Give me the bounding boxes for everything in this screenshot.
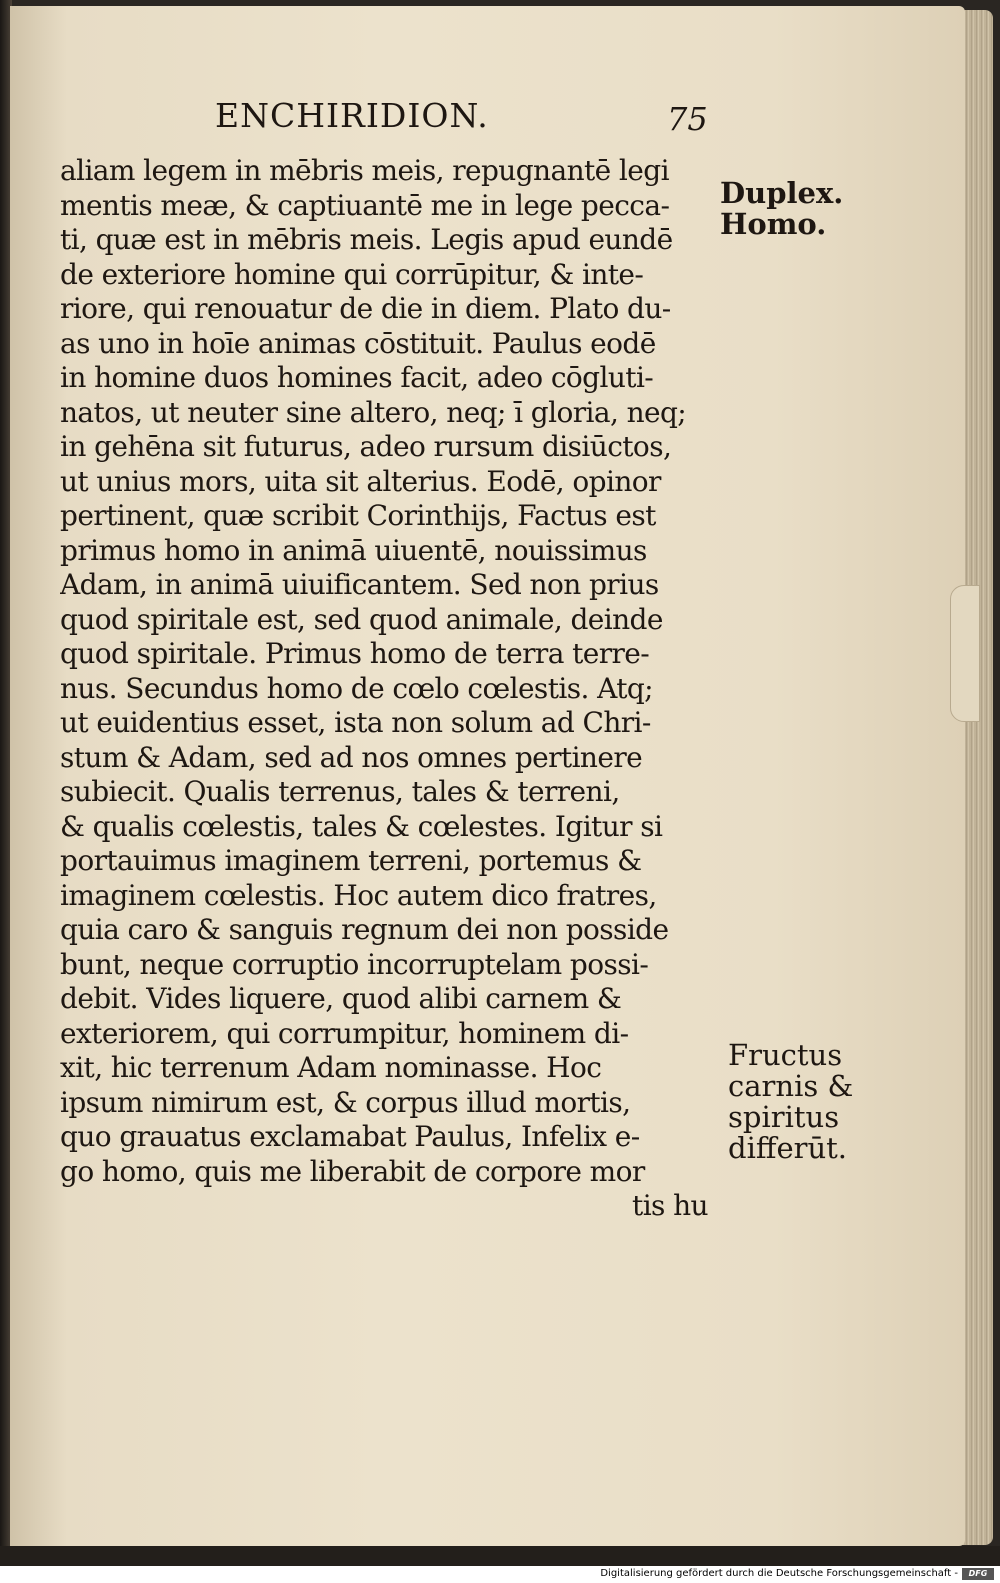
page-tab	[950, 585, 980, 722]
text-line: debit. Vides liquere, quod alibi carnem &	[60, 982, 622, 1015]
text-line: ut unius mors, uita sit alterius. Eodē, opinor	[60, 464, 661, 498]
text-line: quia caro & sanguis regnum dei non posside	[60, 913, 669, 946]
text-line: pertinent, quæ scribit Corinthijs, Factus est	[60, 499, 656, 532]
bottom-shadow	[0, 1546, 1000, 1566]
text-line: aliam legem in mēbris meis, repugnantē legi	[60, 154, 669, 187]
text-line: mentis meæ, & captiuantē me in lege pecca-	[60, 188, 670, 222]
text-line: ipsum nimirum est, & corpus illud mortis,	[60, 1085, 631, 1119]
text-line: stum & Adam, sed ad nos omnes pertinere	[60, 740, 643, 774]
text-line: nus. Secundus homo de cœlo cœlestis. Atq;	[60, 671, 654, 705]
margin-note-duplex-homo	[720, 178, 843, 240]
text-line: in gehēna sit futurus, adeo rursum disiūctos,	[60, 430, 672, 463]
margin-note-line: carnis &	[728, 1069, 854, 1103]
text-line: de exteriore homine qui corrūpitur, & inte-	[60, 257, 644, 291]
text-line: imaginem cœlestis. Hoc autem dico fratres,	[60, 878, 657, 912]
margin-note-line: differūt.	[728, 1131, 848, 1165]
digitization-credit: Digitalisierung gefördert durch die Deutsche Forschungsgemeinschaft -	[600, 1568, 958, 1579]
text-line: xit, hic terrenum Adam nominasse. Hoc	[60, 1051, 602, 1084]
text-line: quod spiritale est, sed quod animale, deinde	[60, 602, 663, 636]
text-line: in homine duos homines facit, adeo cōgluti-	[60, 361, 654, 394]
margin-note-fructus	[728, 1040, 853, 1164]
text-line: ut euidentius esset, ista non solum ad Chri-	[60, 706, 651, 739]
text-line: subiecit. Qualis terrenus, tales & terreni,	[60, 775, 620, 808]
text-line: as uno in hoīe animas cōstituit. Paulus eodē	[60, 326, 656, 360]
folio-number: 75	[667, 100, 708, 138]
text-line: primus homo in animā uiuentē, nouissimus	[60, 533, 647, 567]
margin-note-line: spiritus	[728, 1100, 840, 1134]
text-line: portauimus imaginem terreni, portemus &	[60, 844, 642, 877]
running-head: ENCHIRIDION.	[215, 96, 489, 135]
margin-note-line: Fructus	[728, 1038, 843, 1072]
margin-note-line: Duplex.	[720, 176, 844, 210]
text-line: quod spiritale. Primus homo de terra terre-	[60, 637, 650, 670]
body-text-block	[60, 154, 720, 1224]
text-line: & qualis cœlestis, tales & cœlestes. Igitur si	[60, 809, 663, 843]
text-line: riore, qui renouatur de die in diem. Plato du-	[60, 292, 671, 325]
text-line: bunt, neque corruptio incorruptelam possi-	[60, 947, 649, 981]
margin-note-line: Homo.	[720, 207, 827, 241]
text-line: natos, ut neuter sine altero, neq; ī gloria, neq;	[60, 395, 687, 429]
text-line: quo grauatus exclamabat Paulus, Infelix e-	[60, 1120, 640, 1153]
text-line: ti, quæ est in mēbris meis. Legis apud eundē	[60, 223, 673, 256]
catchword-line: tis hu	[632, 1189, 708, 1222]
text-line: go homo, quis me liberabit de corpore mor	[60, 1154, 645, 1188]
text-line: exteriorem, qui corrumpitur, hominem di-	[60, 1016, 629, 1050]
dfg-logo: DFG	[962, 1568, 994, 1580]
text-line: Adam, in animā uiuificantem. Sed non prius	[60, 568, 659, 601]
